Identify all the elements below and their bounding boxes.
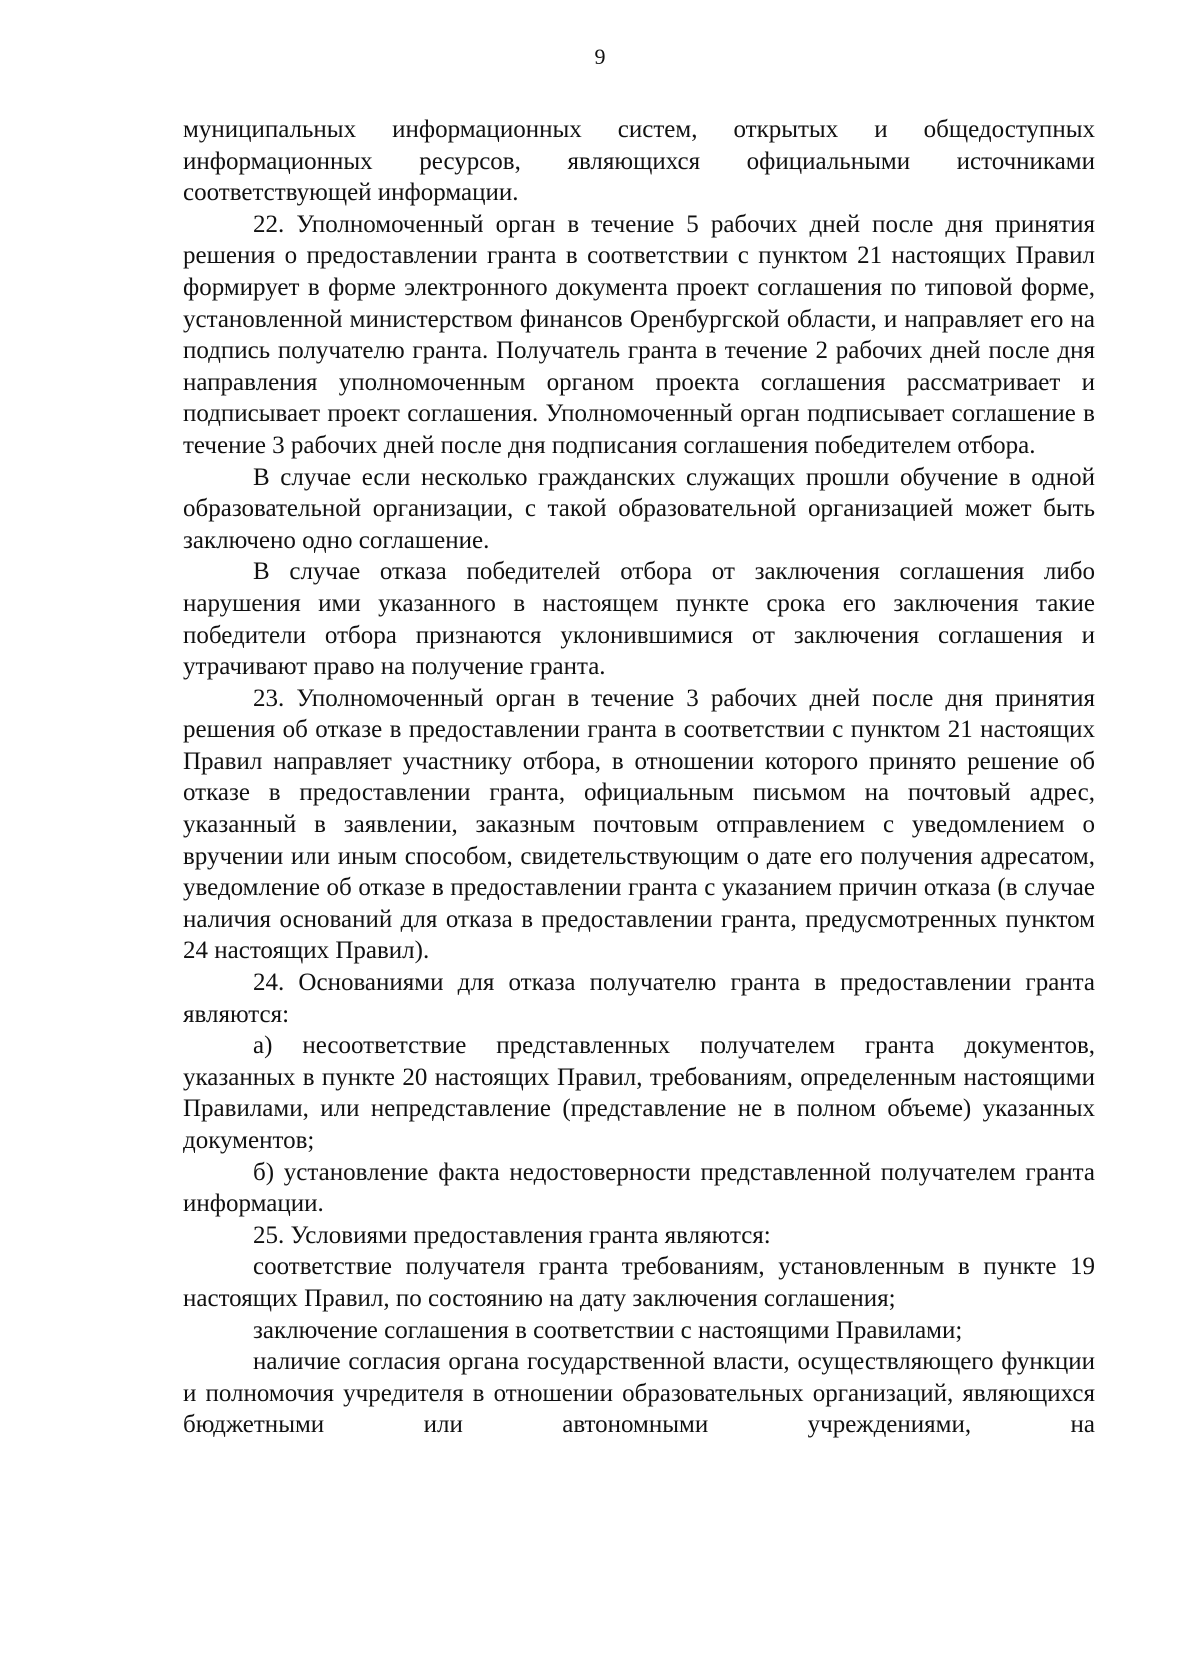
paragraph-22-single-agreement: В случае если несколько гражданских служащих прошли обучение в одной образовательной организации, с такой образовательной организацией может быть заключено одно соглашение. <box>183 463 1095 554</box>
paragraph-25: 25. Условиями предоставления гранта являются: <box>253 1221 771 1249</box>
paragraph-23: 23. Уполномоченный орган в течение 3 рабочих дней после дня принятия решения об отказе в предоставлении гранта в соответствии с пунктом 21 настоящих Правил направляет участнику отбора, в отношении которого принято решение об отказе в предоставлении гранта, официальным письмом на почтовый адрес, указанный в заявлении, заказным почтовым отправлением с уведомлением о вручении или иным способом, свидетельствующим о дате его получения адресатом, уведомление об отказе в предоставлении гранта с указанием причин отказа (в случае наличия оснований для отказа в предоставлении гранта, предусмотренных пунктом 24 настоящих Правил). <box>183 684 1095 965</box>
paragraph-25-condition-2: заключение соглашения в соответствии с настоящими Правилами; <box>253 1316 963 1344</box>
paragraph-22: 22. Уполномоченный орган в течение 5 рабочих дней после дня принятия решения о предоставлении гранта в соответствии с пунктом 21 настоящих Правил формирует в форме электронного документа проект соглашения по типовой форме, установленной министерством финансов Оренбургской области, и направляет его на подпись получателю гранта. Получатель гранта в течение 2 рабочих дней после дня направления уполномоченным органом проекта соглашения рассматривает и подписывает проект соглашения. Уполномоченный орган подписывает соглашение в течение 3 рабочих дней после дня подписания соглашения победителем отбора. <box>183 210 1095 459</box>
paragraph-25-condition-3: наличие согласия органа государственной власти, осуществляющего функции и полномочия учредителя в отношении образовательных организаций, являющихся бюджетными или автономными учреждениями, на <box>183 1348 1095 1439</box>
paragraph-22-refusal: В случае отказа победителей отбора от заключения соглашения либо нарушения ими указанного в настоящем пункте срока его заключения такие победители отбора признаются уклонившимися от заключения соглашения и утрачивают право на получение гранта. <box>183 558 1095 681</box>
paragraph-24-a: а) несоответствие представленных получателем гранта документов, указанных в пункте 20 настоящих Правил, требованиям, определенным настоящими Правилами, или непредставление (представление не в полном объеме) указанных документов; <box>183 1032 1095 1154</box>
paragraph-25-condition-1: соответствие получателя гранта требованиям, установленным в пункте 19 настоящих Правил, по состоянию на дату заключения соглашения; <box>183 1253 1095 1312</box>
paragraph-24-b: б) установление факта недостоверности представленной получателем гранта информации. <box>183 1158 1095 1218</box>
paragraph-continuation: муниципальных информационных систем, открытых и общедоступных информационных ресурсов, являющихся официальными источниками соответствующей информации. <box>183 116 1095 207</box>
document-body <box>183 114 1095 1441</box>
paragraph-24: 24. Основаниями для отказа получателю гранта в предоставлении гранта являются: <box>183 969 1095 1028</box>
page-number: 9 <box>594 44 606 69</box>
